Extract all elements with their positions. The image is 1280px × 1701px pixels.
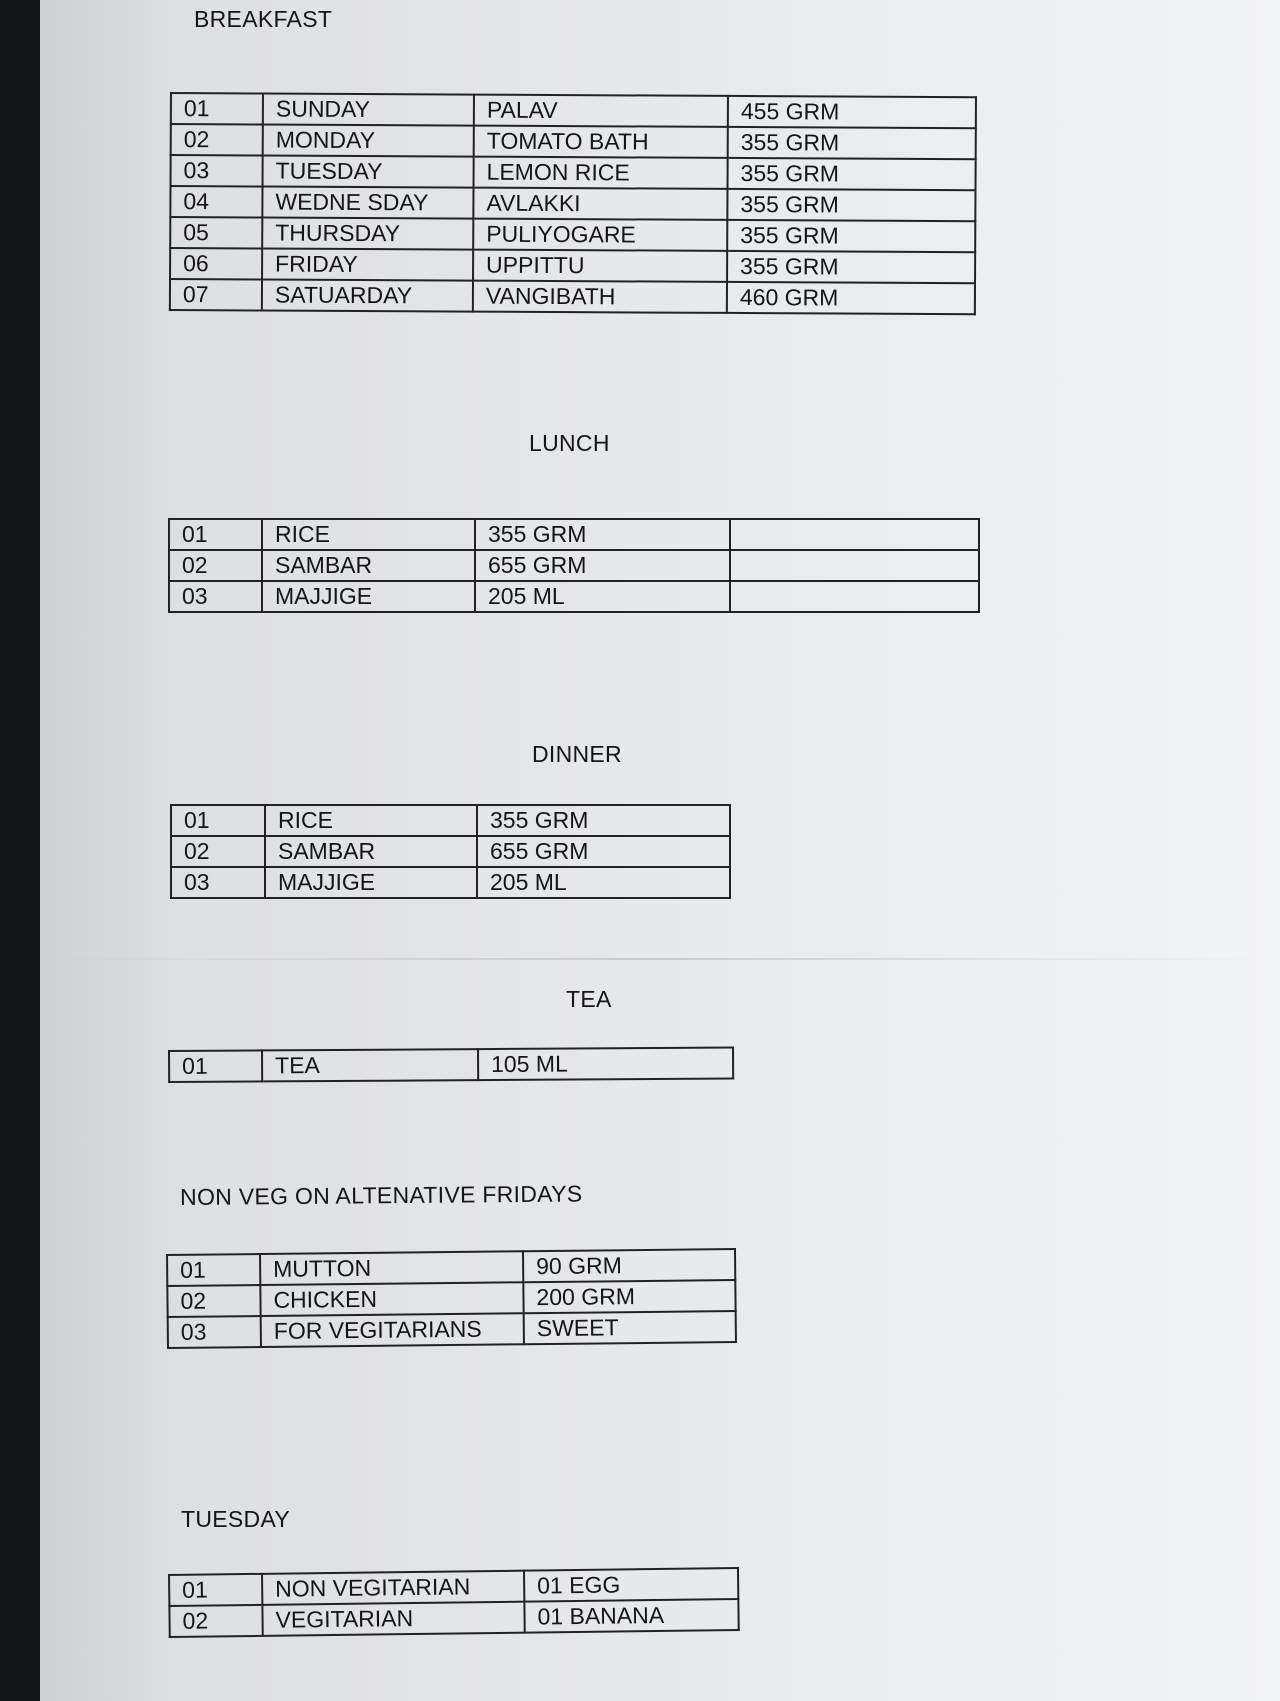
day-cell: MONDAY xyxy=(263,124,474,156)
non-veg-heading: NON VEG ON ALTENATIVE FRIDAYS xyxy=(180,1180,583,1210)
row-number: 01 xyxy=(169,1574,262,1606)
table-row xyxy=(169,519,979,550)
quantity-cell: 205 ML xyxy=(475,581,730,612)
quantity-cell: 355 GRM xyxy=(477,805,730,836)
quantity-cell: 460 GRM xyxy=(727,282,975,314)
quantity-cell: SWEET xyxy=(524,1311,736,1344)
food-item-cell: RICE xyxy=(265,805,477,836)
table-row xyxy=(169,1599,738,1637)
row-number: 03 xyxy=(171,155,263,186)
food-item-cell: FOR VEGITARIANS xyxy=(261,1313,524,1347)
quantity-cell: 01 EGG xyxy=(524,1568,738,1602)
day-cell: SATUARDAY xyxy=(262,279,473,311)
lunch-heading: LUNCH xyxy=(529,430,610,456)
table-row xyxy=(168,1311,736,1348)
food-item-cell: TOMATO BATH xyxy=(474,126,728,158)
food-item-cell: UPPITTU xyxy=(473,250,727,282)
quantity-cell: 205 ML xyxy=(477,867,730,898)
food-item-cell: NON VEGITARIAN xyxy=(262,1571,524,1605)
tea-heading: TEA xyxy=(566,986,612,1012)
lunch-table xyxy=(168,518,980,613)
table-row xyxy=(170,217,975,252)
food-item-cell: LEMON RICE xyxy=(474,157,728,189)
table-row xyxy=(171,155,976,190)
food-item-cell: CHICKEN xyxy=(260,1282,523,1316)
food-item-cell: VEGITARIAN xyxy=(262,1602,524,1636)
row-number: 07 xyxy=(170,279,262,310)
table-row xyxy=(169,581,979,612)
quantity-cell: 355 GRM xyxy=(728,127,976,159)
row-number: 01 xyxy=(169,519,262,550)
table-row xyxy=(171,805,730,836)
food-item-cell: SAMBAR xyxy=(265,836,477,867)
tuesday-table xyxy=(168,1567,740,1638)
food-item-cell: VANGIBATH xyxy=(473,281,727,313)
non-veg-table xyxy=(166,1248,737,1349)
tea-table xyxy=(168,1047,734,1083)
dinner-heading: DINNER xyxy=(532,741,622,767)
quantity-cell: 200 GRM xyxy=(523,1280,735,1313)
day-cell: THURSDAY xyxy=(262,217,473,249)
row-number: 02 xyxy=(171,836,265,867)
quantity-cell: 355 GRM xyxy=(727,251,975,283)
row-number: 01 xyxy=(171,805,265,836)
quantity-cell: 455 GRM xyxy=(728,96,976,128)
breakfast-heading: BREAKFAST xyxy=(194,6,333,32)
table-row xyxy=(170,186,975,221)
quantity-cell: 355 GRM xyxy=(727,189,975,221)
day-cell: FRIDAY xyxy=(262,248,473,280)
quantity-cell: 90 GRM xyxy=(523,1249,735,1282)
quantity-cell: 655 GRM xyxy=(475,550,730,581)
quantity-cell: 355 GRM xyxy=(727,220,975,252)
quantity-cell: 355 GRM xyxy=(475,519,730,550)
day-cell: WEDNE SDAY xyxy=(262,186,473,218)
row-number: 04 xyxy=(170,186,262,217)
empty-cell xyxy=(730,550,979,581)
food-item-cell: AVLAKKI xyxy=(473,188,727,220)
empty-cell xyxy=(730,519,979,550)
row-number: 03 xyxy=(169,581,262,612)
food-item-cell: TEA xyxy=(262,1049,478,1081)
table-row xyxy=(170,248,975,283)
paper-fold-crease xyxy=(40,958,1280,960)
food-item-cell: PULIYOGARE xyxy=(473,219,727,251)
quantity-cell: 105 ML xyxy=(478,1048,733,1081)
table-row xyxy=(171,93,976,128)
row-number: 03 xyxy=(168,1316,261,1348)
row-number: 02 xyxy=(169,550,262,581)
quantity-cell: 355 GRM xyxy=(728,158,976,190)
table-row xyxy=(170,279,975,314)
table-row xyxy=(171,124,976,159)
table-row xyxy=(171,867,730,898)
food-item-cell: MUTTON xyxy=(260,1251,523,1285)
row-number: 02 xyxy=(167,1285,260,1317)
day-cell: SUNDAY xyxy=(263,93,474,125)
row-number: 05 xyxy=(170,217,262,248)
food-item-cell: PALAV xyxy=(474,95,728,127)
food-item-cell: MAJJIGE xyxy=(265,867,477,898)
table-row xyxy=(171,836,730,867)
row-number: 01 xyxy=(167,1254,260,1286)
quantity-cell: 655 GRM xyxy=(477,836,730,867)
food-item-cell: SAMBAR xyxy=(262,550,475,581)
food-item-cell: MAJJIGE xyxy=(262,581,475,612)
row-number: 02 xyxy=(169,1605,262,1637)
row-number: 06 xyxy=(170,248,262,279)
empty-cell xyxy=(730,581,979,612)
row-number: 02 xyxy=(171,124,263,155)
dinner-table xyxy=(170,804,731,899)
quantity-cell: 01 BANANA xyxy=(524,1599,738,1633)
table-row xyxy=(169,550,979,581)
food-item-cell: RICE xyxy=(262,519,475,550)
day-cell: TUESDAY xyxy=(263,155,474,187)
tuesday-heading: TUESDAY xyxy=(181,1506,291,1532)
breakfast-table xyxy=(169,92,977,315)
row-number: 03 xyxy=(171,867,265,898)
table-row xyxy=(169,1048,733,1082)
row-number: 01 xyxy=(171,93,263,124)
row-number: 01 xyxy=(169,1050,262,1082)
